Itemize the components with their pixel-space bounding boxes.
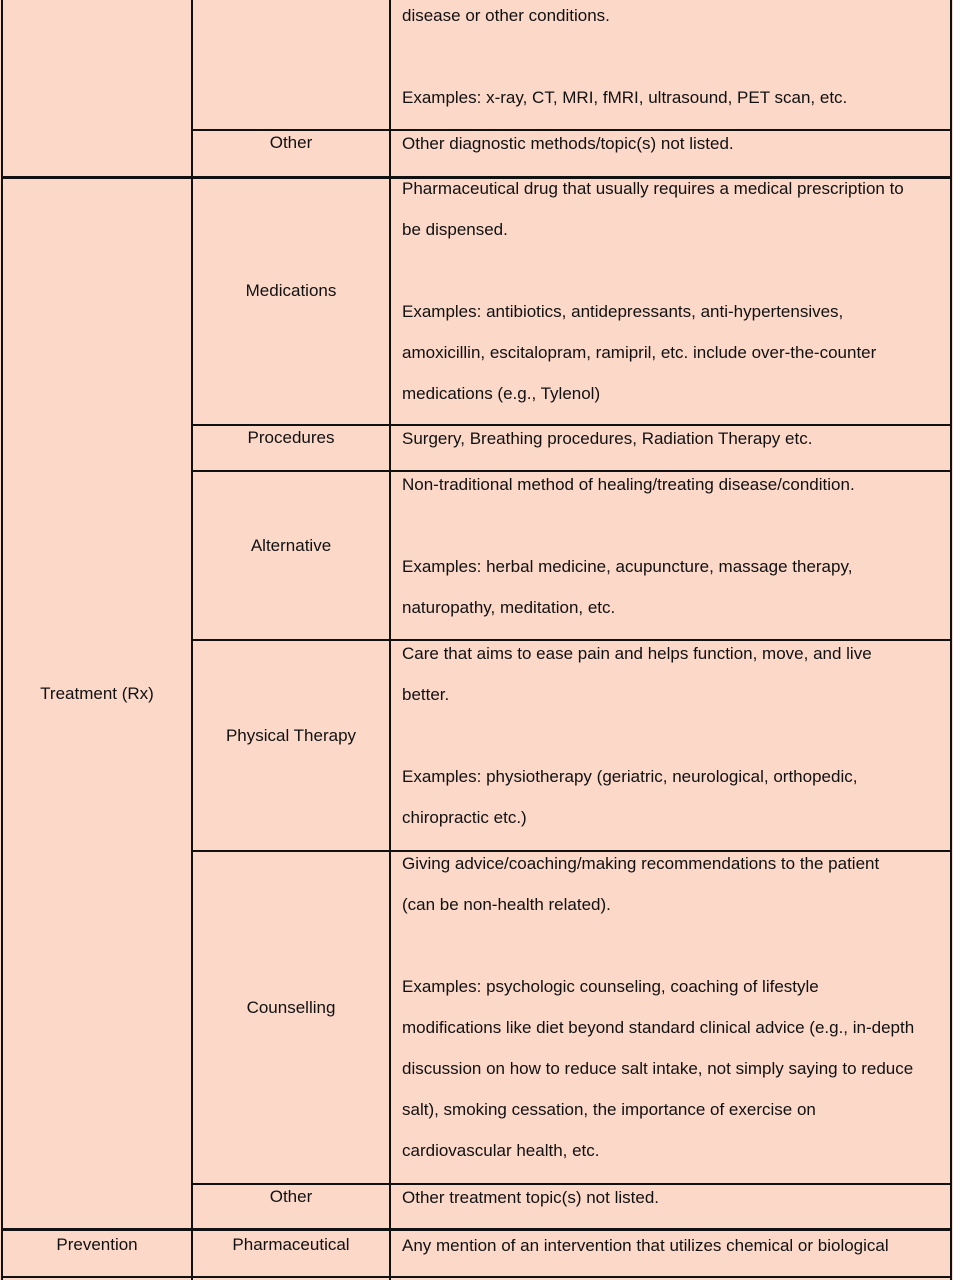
- description-line: [402, 250, 947, 291]
- description-line: better.: [402, 685, 450, 704]
- description-line: medications (e.g., Tylenol): [402, 384, 601, 403]
- description-line: [402, 505, 947, 546]
- table-border-left: [1, 0, 3, 1280]
- subcategory-label: Pharmaceutical: [232, 1235, 350, 1254]
- description-cell: [402, 1225, 947, 1266]
- description-line: amoxicillin, escitalopram, ramipril, etc. include over-the-counter: [402, 343, 877, 362]
- description-line: [402, 36, 947, 77]
- description-line: Examples: antibiotics, antidepressants, anti-hypertensives,: [402, 302, 844, 321]
- description-line: Non-traditional method of healing/treating disease/condition.: [402, 475, 855, 494]
- table-border-bottom: [1, 1276, 952, 1278]
- description-line: discussion on how to reduce salt intake, not simply saying to reduce: [402, 1059, 914, 1078]
- description-line: Any mention of an intervention that utilizes chemical or biological: [402, 1236, 889, 1255]
- description-line: Other diagnostic methods/topic(s) not listed.: [402, 134, 734, 153]
- description-line: Pharmaceutical drug that usually requires a medical prescription to: [402, 179, 904, 198]
- description-line: salt), smoking cessation, the importance of exercise on: [402, 1100, 816, 1119]
- description-line: Examples: physiotherapy (geriatric, neurological, orthopedic,: [402, 767, 858, 786]
- description-cell: [402, 0, 947, 118]
- description-line: Examples: x-ray, CT, MRI, fMRI, ultrasound, PET scan, etc.: [402, 88, 848, 107]
- description-line: cardiovascular health, etc.: [402, 1141, 600, 1160]
- description-line: Giving advice/coaching/making recommendations to the patient: [402, 854, 880, 873]
- subcategory-label: Other: [269, 1187, 313, 1206]
- description-line: Surgery, Breathing procedures, Radiation Therapy etc.: [402, 429, 813, 448]
- description-line: Examples: psychologic counseling, coaching of lifestyle: [402, 977, 819, 996]
- description-line: (can be non-health related).: [402, 895, 611, 914]
- subcategory-label: Medications: [245, 281, 337, 300]
- description-line: modifications like diet beyond standard clinical advice (e.g., in-depth: [402, 1018, 915, 1037]
- description-line: [402, 715, 947, 756]
- description-line: Examples: herbal medicine, acupuncture, massage therapy,: [402, 557, 853, 576]
- description-line: chiropractic etc.): [402, 808, 527, 827]
- subcategory-label: Alternative: [250, 536, 332, 555]
- subcategory-label: Procedures: [247, 428, 335, 447]
- description-cell: [402, 633, 947, 838]
- description-cell: [402, 168, 947, 414]
- description-line: be dispensed.: [402, 220, 508, 239]
- description-cell: [402, 418, 947, 459]
- description-cell: [402, 1177, 947, 1218]
- subcategory-label: Other: [269, 133, 313, 152]
- subcategory-label: Counselling: [246, 998, 336, 1017]
- description-cell: [402, 464, 947, 628]
- description-cell: [402, 843, 947, 1171]
- category-label: Prevention: [56, 1235, 138, 1254]
- description-line: disease or other conditions.: [402, 6, 610, 25]
- category-label: Treatment (Rx): [40, 684, 154, 703]
- description-line: Care that aims to ease pain and helps function, move, and live: [402, 644, 872, 663]
- description-cell: [402, 123, 947, 164]
- description-line: naturopathy, meditation, etc.: [402, 598, 616, 617]
- subcategory-label: Physical Therapy: [225, 726, 357, 745]
- description-line: Other treatment topic(s) not listed.: [402, 1188, 659, 1207]
- description-line: [402, 925, 947, 966]
